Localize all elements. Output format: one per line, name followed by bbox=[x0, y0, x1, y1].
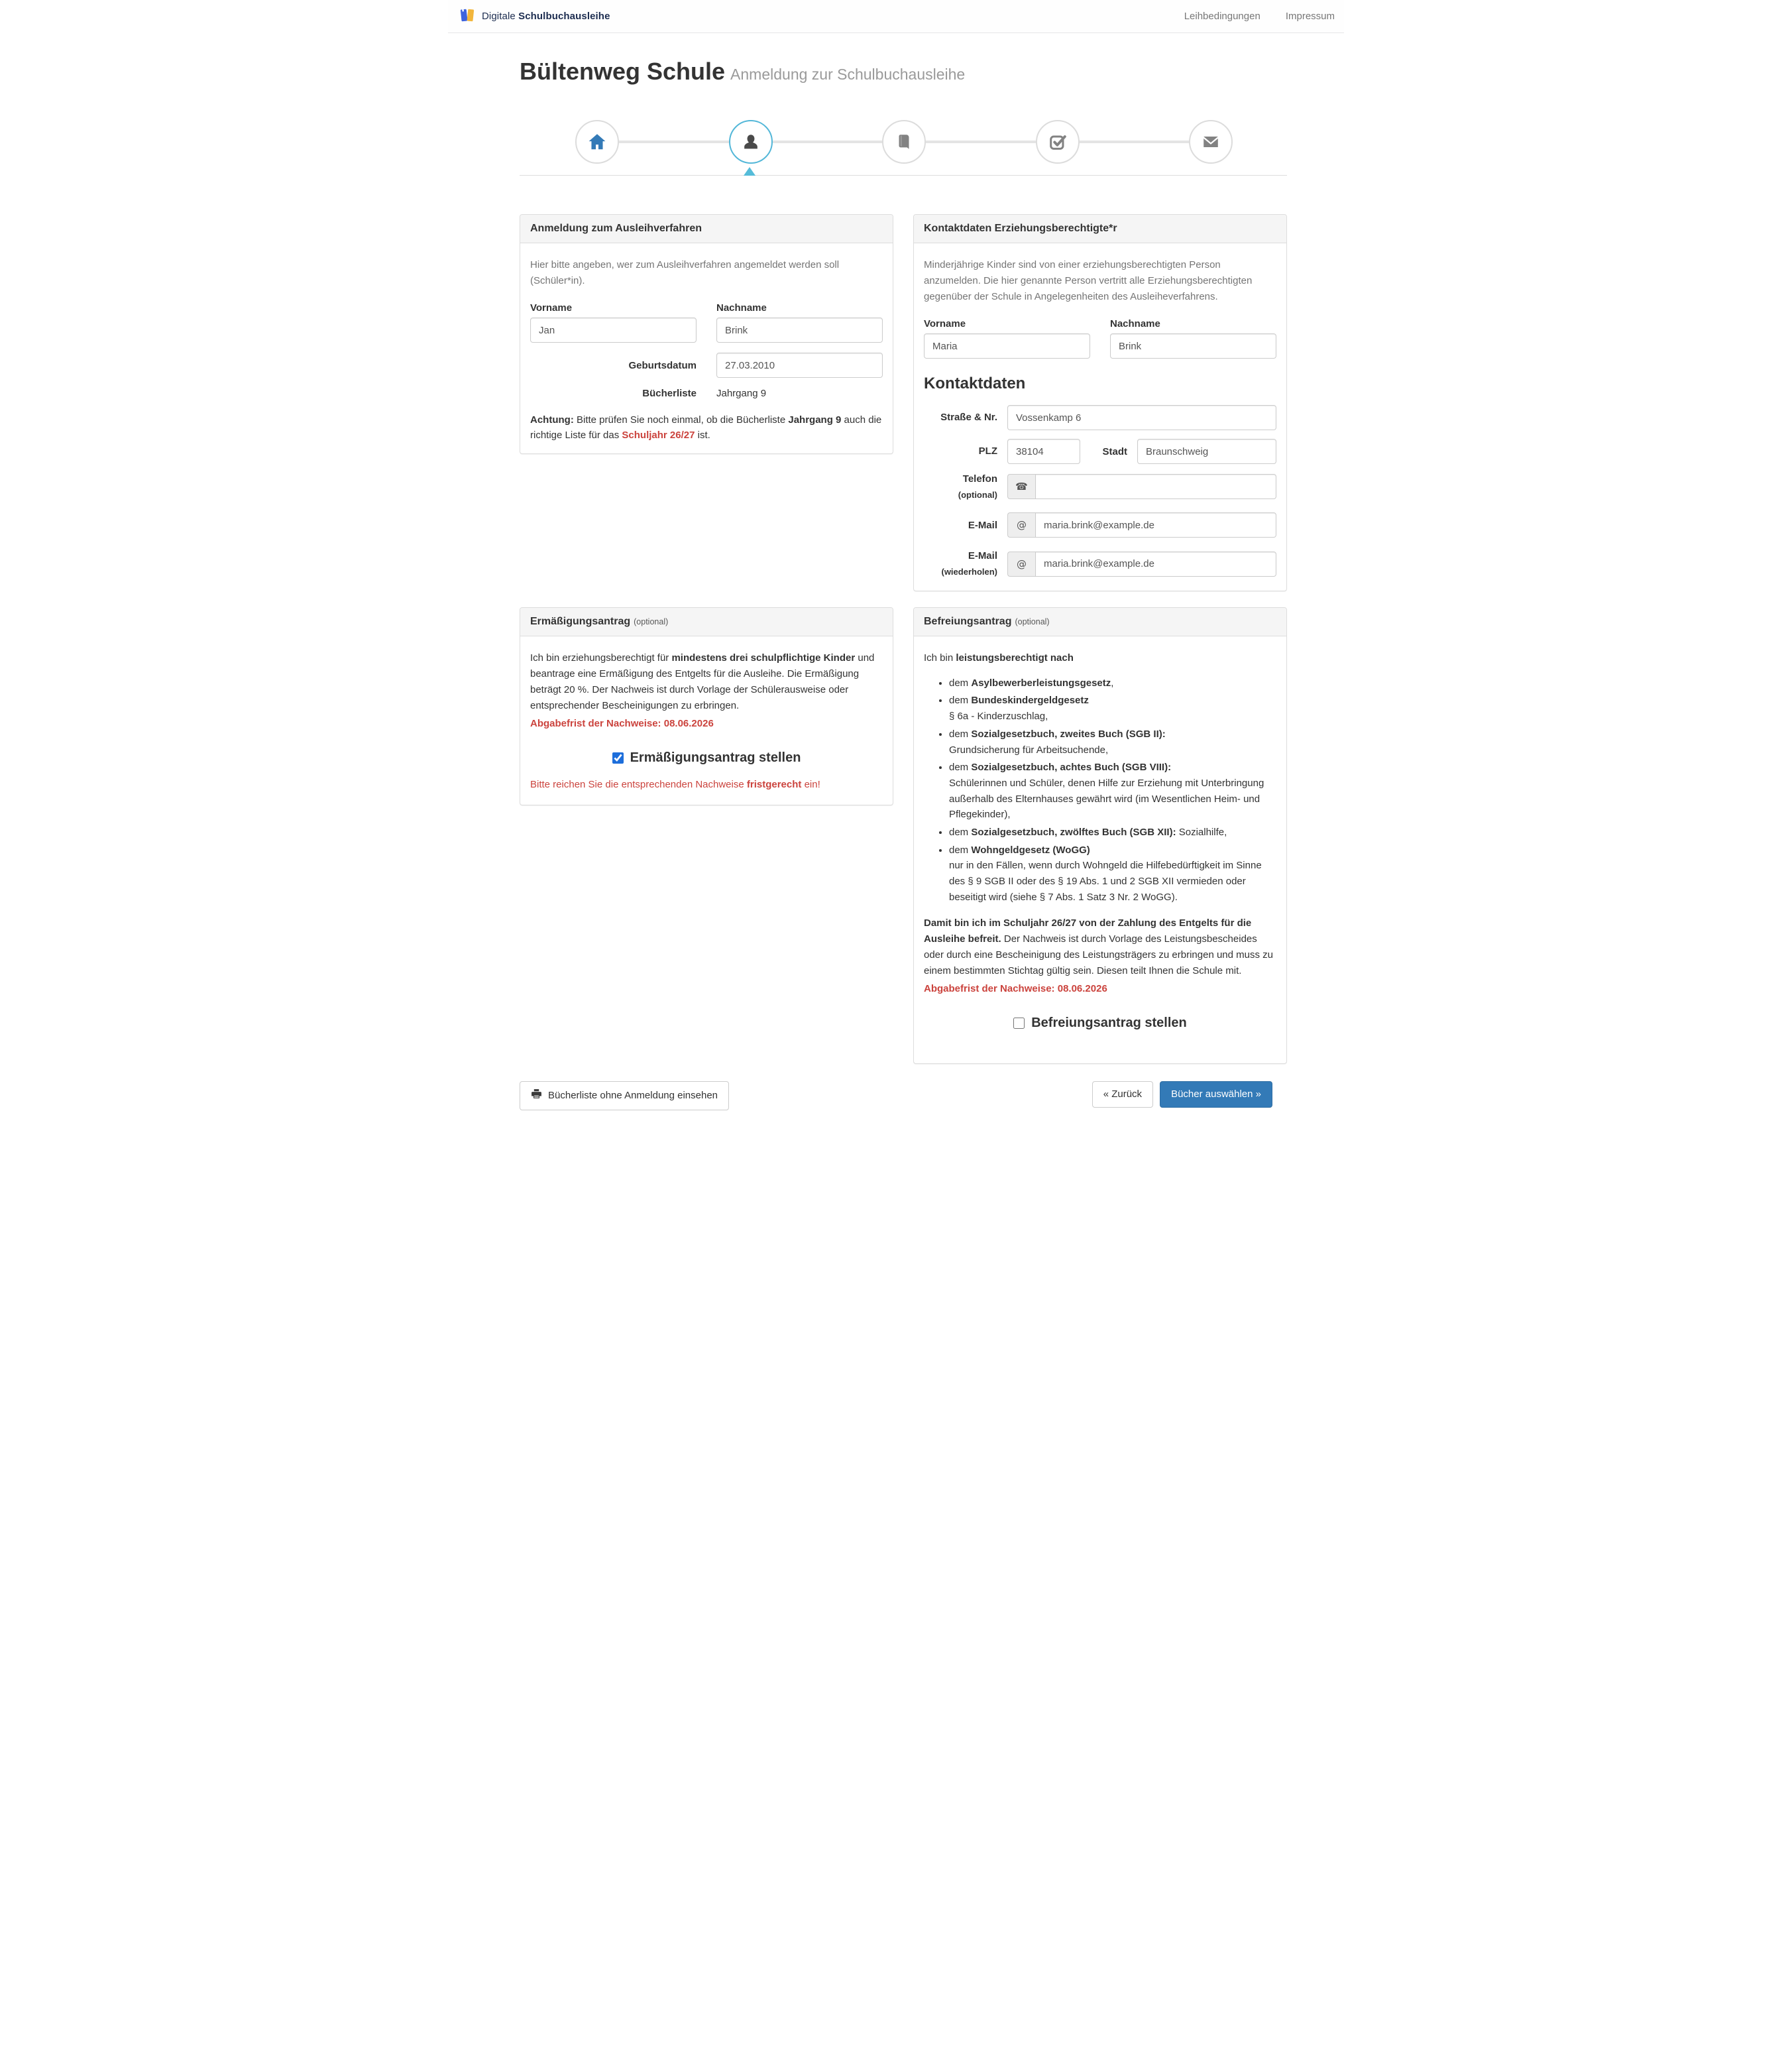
student-vorname-input[interactable] bbox=[530, 318, 697, 343]
vorname-label: Vorname bbox=[530, 302, 573, 314]
at-icon: @ bbox=[1007, 552, 1035, 577]
stadt-label: Stadt bbox=[1102, 445, 1127, 457]
plz-input[interactable] bbox=[1007, 439, 1080, 464]
panel-contact bbox=[913, 214, 1287, 591]
step-mail[interactable] bbox=[1189, 120, 1233, 164]
user-icon bbox=[741, 132, 761, 152]
law-list bbox=[938, 675, 1276, 906]
progress-stepper bbox=[575, 120, 1233, 164]
bottom-action-bar bbox=[520, 1081, 1287, 1124]
strasse-label: Straße & Nr. bbox=[940, 412, 997, 424]
select-books-button[interactable]: Bücher auswählen » bbox=[1160, 1081, 1272, 1108]
at-icon: @ bbox=[1007, 512, 1035, 538]
panel-reduction bbox=[520, 607, 893, 806]
booklist-warning: Achtung: Bitte prüfen Sie noch einmal, ob die Bücherliste Jahrgang 9 auch die richtige Liste für das Schuljahr 26/27 ist. bbox=[530, 414, 882, 441]
reduction-deadline: Abgabefrist der Nachweise: 08.06.2026 bbox=[530, 717, 714, 729]
geburtsdatum-input[interactable] bbox=[716, 353, 883, 378]
nachname-label: Nachname bbox=[716, 302, 767, 314]
view-booklist-label: Bücherliste ohne Anmeldung einsehen bbox=[548, 1090, 718, 1102]
reduction-checkbox-row[interactable] bbox=[530, 750, 883, 766]
buecherliste-value: Jahrgang 9 bbox=[716, 388, 767, 399]
exemption-deadline: Abgabefrist der Nachweise: 08.06.2026 bbox=[924, 983, 1107, 995]
active-step-pointer bbox=[744, 167, 756, 176]
reduction-body: Ich bin erziehungsberechtigt für mindestens drei schulpflichtige Kinder und beantrage eine Ermäßigung des Entgelts für die Ausleihe. Die Ermäßigung beträgt 20 %. Der Nachweis ist durch Vorlage der Schülerausweise oder entsprechender Bescheinigungen zu erbringen. bbox=[530, 652, 875, 711]
reduction-note: Bitte reichen Sie die entsprechenden Nachweise fristgerecht ein! bbox=[530, 778, 820, 790]
mail-icon bbox=[1201, 132, 1221, 152]
panel-reduction-title: Ermäßigungsantrag (optional) bbox=[520, 608, 893, 636]
app-logo[interactable] bbox=[459, 7, 610, 27]
page-title: Bültenweg Schule Anmeldung zur Schulbuchausleihe bbox=[520, 58, 966, 85]
brand-text: Digitale Schulbuchausleihe bbox=[482, 11, 610, 22]
law-item: • dem Sozialgesetzbuch, achtes Buch (SGB VIII): Schülerinnen und Schüler, denen Hilfe zur Erziehung mit Unterbringung außerhalb des Elternhauses gewährt wird (im Wesentlichen Heim- und Pflegekinder), bbox=[949, 760, 1276, 823]
exemption-checkbox-row[interactable] bbox=[924, 1016, 1276, 1031]
student-nachname-input[interactable] bbox=[716, 318, 883, 343]
guardian-vorname-input[interactable] bbox=[924, 333, 1090, 359]
law-item: • dem Asylbewerberleistungsgesetz, bbox=[949, 675, 1276, 691]
panel-registration-title: Anmeldung zum Ausleihverfahren bbox=[520, 215, 893, 243]
book-logo-icon bbox=[459, 7, 476, 27]
email-input[interactable] bbox=[1035, 512, 1276, 538]
step-home[interactable] bbox=[575, 120, 619, 164]
nav-link-impressum[interactable]: Impressum bbox=[1285, 11, 1335, 22]
strasse-input[interactable] bbox=[1007, 405, 1276, 430]
law-item: • dem Bundeskindergeldgesetz § 6a - Kinderzuschlag, bbox=[949, 693, 1276, 724]
guardian-nachname-input[interactable] bbox=[1110, 333, 1276, 359]
geburtsdatum-label: Geburtsdatum bbox=[628, 359, 697, 371]
exemption-checkbox-label: Befreiungsantrag stellen bbox=[1031, 1016, 1187, 1031]
law-item: • dem Wohngeldgesetz (WoGG) nur in den Fällen, wenn durch Wohngeld die Hilfebedürftigkeit im Sinne des § 9 SGB II oder des § 19 Abs. 1 und 2 SGB XII vermieden oder beseitigt wird (siehe § 7 Abs. 1 Satz 3 Nr. 2 WoGG). bbox=[949, 843, 1276, 906]
navbar-links bbox=[1159, 11, 1335, 22]
wizard-nav-buttons bbox=[1092, 1081, 1272, 1108]
panel-registration bbox=[520, 214, 893, 454]
stadt-input[interactable] bbox=[1137, 439, 1276, 464]
telefon-label: Telefon (optional) bbox=[958, 473, 997, 500]
email-repeat-input[interactable] bbox=[1035, 552, 1276, 577]
exemption-checkbox[interactable] bbox=[1013, 1018, 1025, 1029]
phone-icon: ☎ bbox=[1007, 474, 1035, 499]
panel-exemption-title: Befreiungsantrag (optional) bbox=[914, 608, 1286, 636]
check-icon bbox=[1048, 132, 1068, 152]
law-item: • dem Sozialgesetzbuch, zwölftes Buch (SGB XII): Sozialhilfe, bbox=[949, 825, 1276, 841]
law-item: • dem Sozialgesetzbuch, zweites Buch (SGB II): Grundsicherung für Arbeitsuchende, bbox=[949, 727, 1276, 758]
step-books[interactable] bbox=[882, 120, 926, 164]
top-navbar bbox=[448, 0, 1344, 33]
telefon-input[interactable] bbox=[1035, 474, 1276, 499]
back-button[interactable]: « Zurück bbox=[1092, 1081, 1153, 1108]
printer-icon bbox=[531, 1088, 542, 1103]
exemption-intro: Ich bin leistungsberechtigt nach bbox=[924, 652, 1074, 664]
contact-intro: Minderjährige Kinder sind von einer erziehungsberechtigten Person anzumelden. Die hier genannte Person vertritt alle Erziehungsberechtigten gegenüber der Schule in Angelegenheiten des Ausleiheverfahrens. bbox=[924, 259, 1253, 302]
home-icon bbox=[587, 132, 607, 152]
step-confirm[interactable] bbox=[1036, 120, 1080, 164]
stepper-divider bbox=[520, 175, 1287, 176]
page-subtitle: Anmeldung zur Schulbuchausleihe bbox=[730, 66, 966, 83]
step-student-data[interactable] bbox=[729, 120, 773, 164]
view-booklist-button[interactable] bbox=[520, 1081, 729, 1110]
email-repeat-label: E-Mail (wiederholen) bbox=[941, 550, 997, 577]
exemption-closing: Damit bin ich im Schuljahr 26/27 von der Zahlung des Entgelts für die Ausleihe befreit. Der Nachweis ist durch Vorlage des Leistungsbescheides oder durch eine Bescheinigung des Leistungsträgers zu erbringen und muss zu einem bestimmten Stichtag gültig sein. Diesen teilt Ihnen die Schule mit. bbox=[924, 917, 1273, 977]
optional-suffix: (optional) bbox=[1015, 616, 1050, 626]
reduction-checkbox-label: Ermäßigungsantrag stellen bbox=[630, 750, 801, 765]
reduction-checkbox[interactable] bbox=[612, 752, 624, 764]
guardian-nachname-label: Nachname bbox=[1110, 318, 1160, 329]
optional-suffix: (optional) bbox=[634, 616, 669, 626]
contact-section-heading: Kontaktdaten bbox=[924, 375, 1026, 392]
panel-contact-title: Kontaktdaten Erziehungsberechtigte*r bbox=[914, 215, 1286, 243]
nav-link-leihbedingungen[interactable]: Leihbedingungen bbox=[1184, 11, 1260, 22]
panel-exemption bbox=[913, 607, 1287, 1065]
plz-label: PLZ bbox=[978, 445, 997, 457]
main-content bbox=[520, 58, 1287, 1124]
registration-intro: Hier bitte angeben, wer zum Ausleihverfahren angemeldet werden soll (Schüler*in). bbox=[530, 259, 840, 286]
email-label: E-Mail bbox=[968, 519, 997, 531]
book-icon bbox=[894, 132, 914, 152]
guardian-vorname-label: Vorname bbox=[924, 318, 966, 329]
buecherliste-label: Bücherliste bbox=[642, 388, 697, 399]
